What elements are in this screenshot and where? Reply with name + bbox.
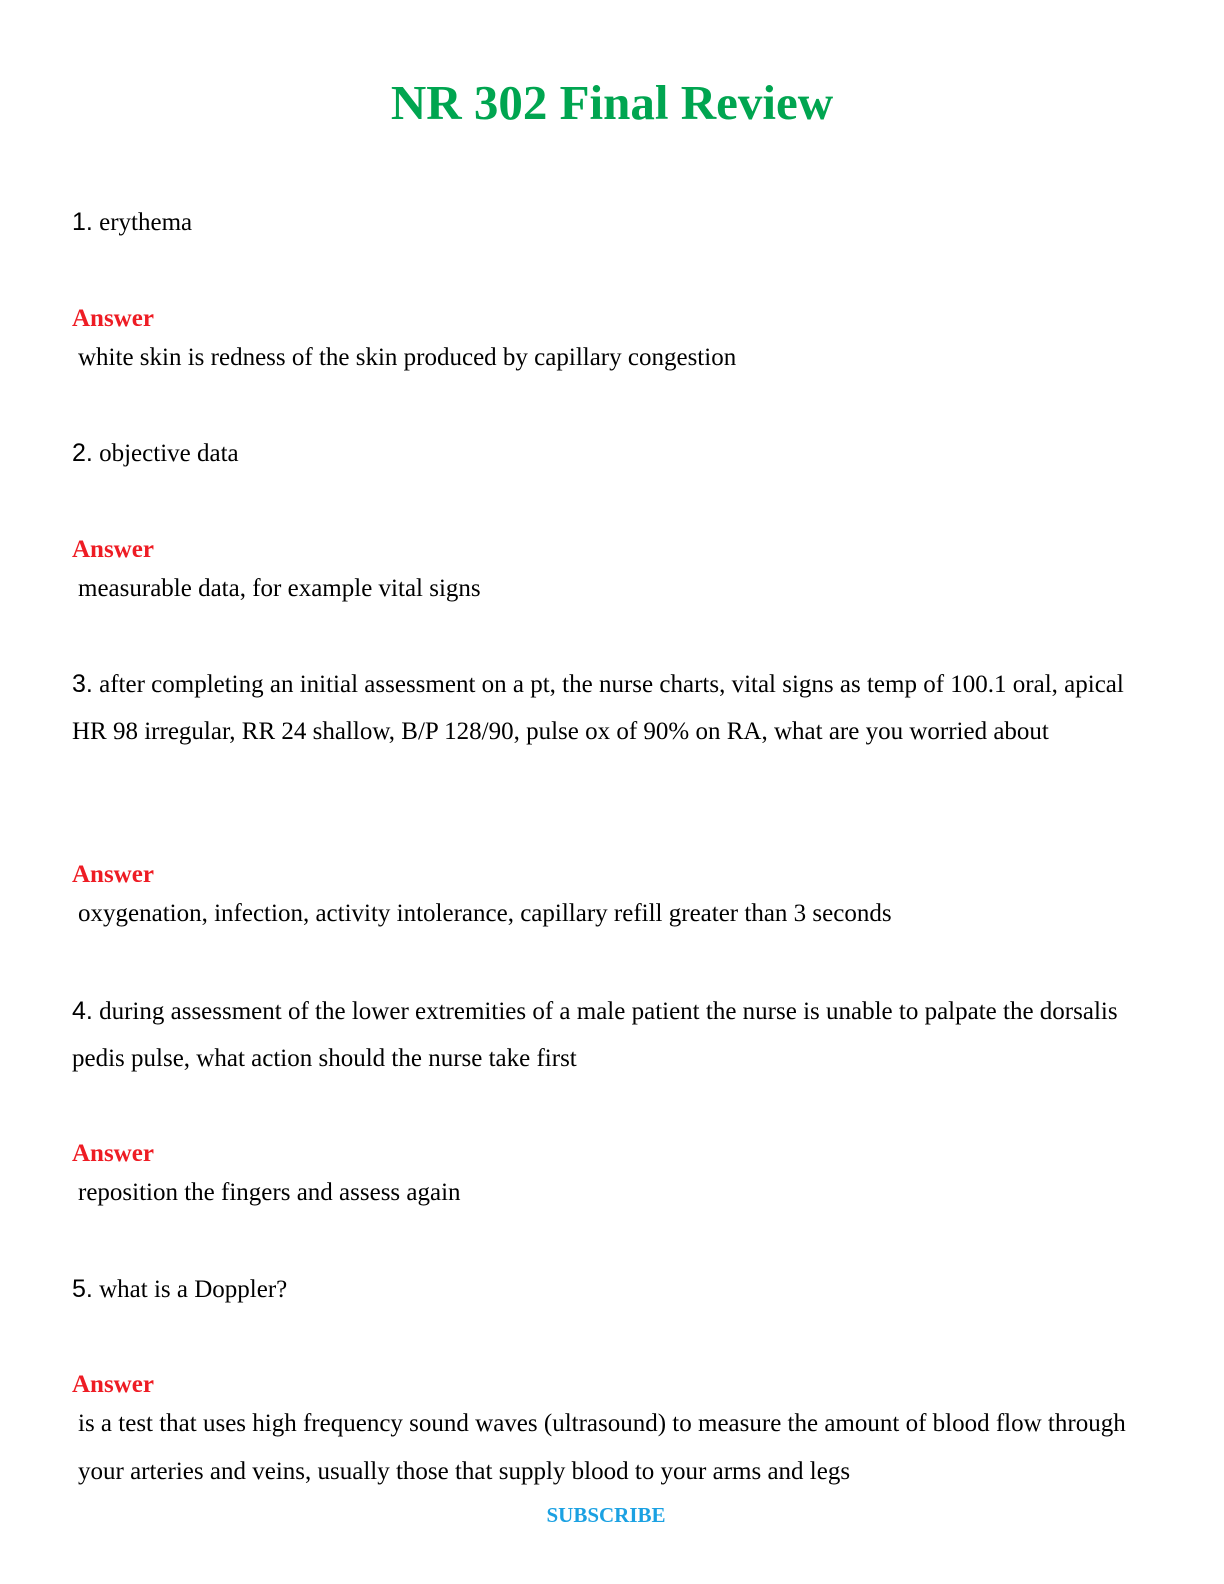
answer-block: [72, 535, 1152, 613]
question-text: [72, 988, 1152, 1082]
question-block: [72, 661, 1152, 755]
question-text: [72, 199, 1152, 246]
question-number: 4.: [72, 997, 93, 1025]
subscribe-link[interactable]: SUBSCRIBE: [546, 1503, 666, 1527]
answer-text: oxygenation, infection, activity intolerance, capillary refill greater than 3 seconds: [78, 900, 892, 927]
question-text: [72, 1266, 1152, 1313]
question-number: 5.: [72, 1275, 93, 1303]
question-block: [72, 199, 1152, 246]
answer-text: white skin is redness of the skin produced by capillary congestion: [78, 344, 737, 371]
question-body: erythema: [99, 209, 193, 236]
question-number: 1.: [72, 208, 93, 236]
question-text: [72, 430, 1152, 477]
question-number: 2.: [72, 439, 93, 467]
question-body: during assessment of the lower extremities of a male patient the nurse is unable to palpate the dorsalis pedis pulse, what action should the nurse take first: [72, 998, 1118, 1072]
answer-label: Answer: [72, 305, 154, 332]
answer-block: [72, 860, 1152, 938]
answer-label: Answer: [72, 1371, 154, 1398]
question-block: [72, 988, 1152, 1082]
answer-label: Answer: [72, 1140, 154, 1167]
question-text: [72, 661, 1152, 755]
answer-block: [72, 304, 1152, 382]
answer-text: is a test that uses high frequency sound waves (ultrasound) to measure the amount of blood flow through your arteries and veins, usually those that supply blood to your arms and legs: [78, 1410, 1126, 1485]
question-body: after completing an initial assessment on a pt, the nurse charts, vital signs as temp of 100.1 oral, apical HR 98 irregular, RR 24 shallow, B/P 128/90, pulse ox of 90% on RA, what are you worried about: [72, 671, 1124, 745]
answer-label: Answer: [72, 536, 154, 563]
document-title: NR 302 Final Review: [390, 75, 834, 130]
question-body: what is a Doppler?: [99, 1276, 288, 1303]
question-block: [72, 1266, 1152, 1313]
answer-block: [72, 1370, 1152, 1496]
answer-text: reposition the fingers and assess again: [78, 1179, 461, 1206]
question-body: objective data: [99, 440, 239, 467]
answer-label: Answer: [72, 861, 154, 888]
question-block: [72, 430, 1152, 477]
question-number: 3.: [72, 670, 93, 698]
answer-text: measurable data, for example vital signs: [78, 575, 481, 602]
answer-block: [72, 1139, 1152, 1217]
